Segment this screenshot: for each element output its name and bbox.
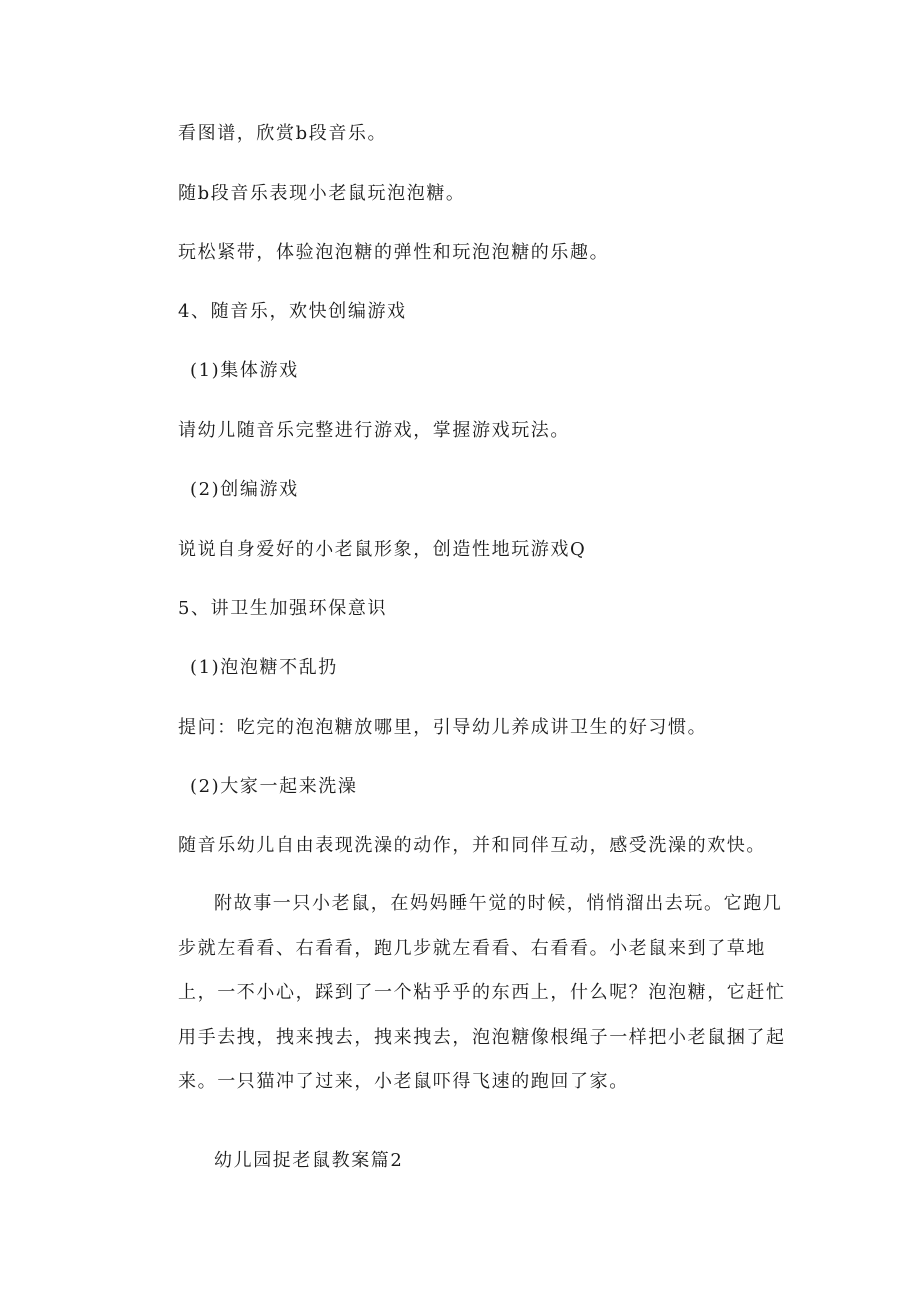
text-line: 看图谱，欣赏b段音乐。 [178, 123, 388, 144]
story-paragraph: 附故事一只小老鼠，在妈妈睡午觉的时候，悄悄溜出去玩。它跑几步就左看看、右看看，跑几步就左看看、右看看。小老鼠来到了草地上，一不小心，踩到了一个粘乎乎的东西上，什么呢？泡泡糖，它赶忙用手去拽，拽来拽去，拽来拽去，泡泡糖像根绳子一样把小老鼠捆了起来。一只猫冲了过来，小老鼠吓得飞速的跑回了家。 [178, 893, 786, 1092]
subsection-heading: (2)大家一起来洗澡 [190, 776, 358, 797]
section-heading: 4、随音乐，欢快创编游戏 [178, 301, 407, 322]
subsection-heading: (2)创编游戏 [190, 479, 299, 500]
subsection-heading: (1)集体游戏 [190, 360, 299, 381]
text-line: 提问：吃完的泡泡糖放哪里，引导幼儿养成讲卫生的好习惯。 [178, 717, 708, 738]
text-line: 随b段音乐表现小老鼠玩泡泡糖。 [178, 183, 466, 204]
section-title: 幼儿园捉老鼠教案篇2 [214, 1150, 404, 1171]
subsection-heading: (1)泡泡糖不乱扔 [190, 657, 338, 678]
text-line: 随音乐幼儿自由表现洗澡的动作，并和同伴互动，感受洗澡的欢快。 [178, 835, 766, 856]
text-line: 玩松紧带，体验泡泡糖的弹性和玩泡泡糖的乐趣。 [178, 242, 610, 263]
text-line: 说说自身爱好的小老鼠形象，创造性地玩游戏Q [178, 539, 587, 560]
text-line: 请幼儿随音乐完整进行游戏，掌握游戏玩法。 [178, 420, 570, 441]
section-heading: 5、讲卫生加强环保意识 [178, 598, 388, 619]
